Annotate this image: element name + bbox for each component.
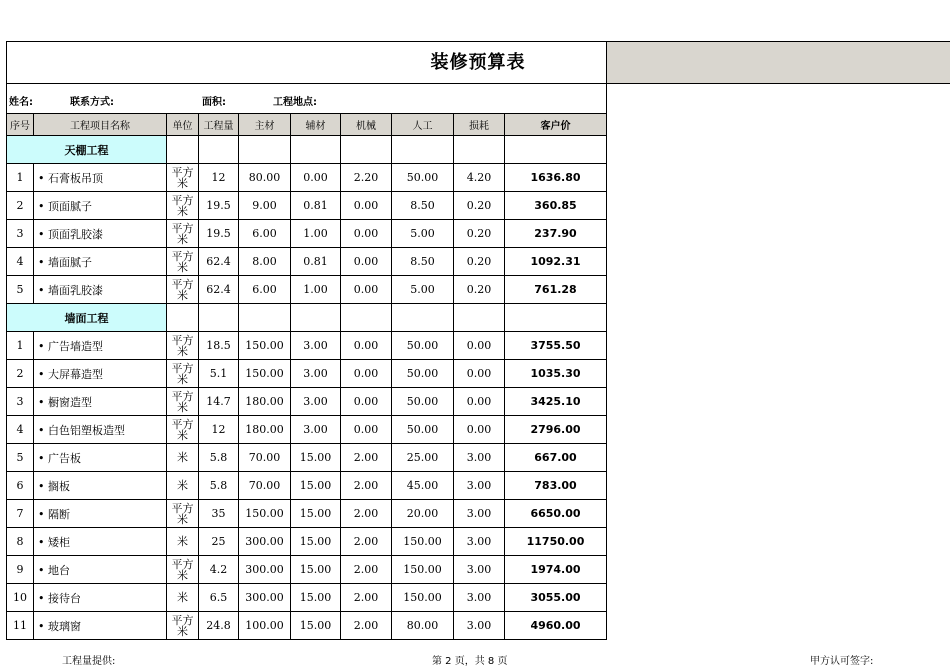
cell-main: 6.00 <box>239 220 291 248</box>
cell-aux: 3.00 <box>291 388 341 416</box>
cell-price: 783.00 <box>505 472 607 500</box>
cell-labor: 80.00 <box>392 612 454 640</box>
cell-mech: 2.00 <box>341 584 392 612</box>
empty-cell <box>291 136 341 164</box>
cell-loss: 3.00 <box>454 612 505 640</box>
cell-no: 1 <box>7 332 34 360</box>
cell-price: 3425.10 <box>505 388 607 416</box>
cell-name: • 广告板 <box>34 444 167 472</box>
cell-loss: 3.00 <box>454 500 505 528</box>
cell-aux: 15.00 <box>291 444 341 472</box>
cell-no: 5 <box>7 444 34 472</box>
cell-no: 3 <box>7 220 34 248</box>
cell-labor: 5.00 <box>392 276 454 304</box>
cell-loss: 3.00 <box>454 528 505 556</box>
cell-labor: 50.00 <box>392 164 454 192</box>
cell-name: • 隔断 <box>34 500 167 528</box>
footer-page: 第 2 页，共 8 页 <box>432 656 508 667</box>
table-row <box>7 500 607 528</box>
cell-unit: 平方米 <box>167 248 199 276</box>
cell-loss: 0.00 <box>454 360 505 388</box>
cell-aux: 3.00 <box>291 332 341 360</box>
table-row <box>7 164 607 192</box>
cell-unit: 平方米 <box>167 612 199 640</box>
cell-main: 8.00 <box>239 248 291 276</box>
empty-cell <box>341 304 392 332</box>
footer-signature: 甲方认可签字: <box>810 656 874 667</box>
table-row <box>7 388 607 416</box>
cell-aux: 1.00 <box>291 220 341 248</box>
info-row <box>6 84 607 113</box>
cell-qty: 19.5 <box>199 220 239 248</box>
cell-mech: 2.00 <box>341 612 392 640</box>
cell-qty: 5.8 <box>199 444 239 472</box>
cell-main: 150.00 <box>239 332 291 360</box>
cell-qty: 5.1 <box>199 360 239 388</box>
cell-name: • 墙面乳胶漆 <box>34 276 167 304</box>
cell-labor: 150.00 <box>392 556 454 584</box>
cell-unit: 平方米 <box>167 192 199 220</box>
site-label: 工程地点: <box>273 97 317 108</box>
cell-price: 1035.30 <box>505 360 607 388</box>
cell-qty: 24.8 <box>199 612 239 640</box>
cell-aux: 15.00 <box>291 612 341 640</box>
cell-price: 237.90 <box>505 220 607 248</box>
cell-no: 3 <box>7 388 34 416</box>
cell-price: 667.00 <box>505 444 607 472</box>
cell-price: 6650.00 <box>505 500 607 528</box>
table-row <box>7 556 607 584</box>
cell-name: • 玻璃窗 <box>34 612 167 640</box>
cell-name: • 顶面腻子 <box>34 192 167 220</box>
cell-mech: 2.00 <box>341 528 392 556</box>
cell-main: 180.00 <box>239 388 291 416</box>
cell-name: • 橱窗造型 <box>34 388 167 416</box>
cell-price: 4960.00 <box>505 612 607 640</box>
cell-unit: 平方米 <box>167 500 199 528</box>
cell-no: 4 <box>7 416 34 444</box>
table-row <box>7 248 607 276</box>
table-body <box>7 136 607 640</box>
cell-loss: 0.20 <box>454 192 505 220</box>
cell-labor: 150.00 <box>392 528 454 556</box>
table-row <box>7 528 607 556</box>
cell-unit: 平方米 <box>167 164 199 192</box>
cell-loss: 0.20 <box>454 248 505 276</box>
cell-name: • 搁板 <box>34 472 167 500</box>
table-row <box>7 360 607 388</box>
cell-mech: 0.00 <box>341 360 392 388</box>
empty-cell <box>454 304 505 332</box>
cell-main: 300.00 <box>239 528 291 556</box>
cell-unit: 平方米 <box>167 220 199 248</box>
empty-cell <box>167 136 199 164</box>
empty-cell <box>239 136 291 164</box>
empty-cell <box>392 304 454 332</box>
cell-mech: 0.00 <box>341 192 392 220</box>
cell-no: 2 <box>7 360 34 388</box>
cell-loss: 3.00 <box>454 556 505 584</box>
page-title: 装修预算表 <box>430 52 526 73</box>
table-row <box>7 332 607 360</box>
table-row <box>7 220 607 248</box>
cell-main: 80.00 <box>239 164 291 192</box>
title-bar <box>6 41 950 84</box>
cell-labor: 50.00 <box>392 332 454 360</box>
cell-main: 180.00 <box>239 416 291 444</box>
cell-qty: 35 <box>199 500 239 528</box>
cell-no: 7 <box>7 500 34 528</box>
table-row <box>7 444 607 472</box>
cell-main: 300.00 <box>239 556 291 584</box>
cell-unit: 平方米 <box>167 332 199 360</box>
cell-name: • 接待台 <box>34 584 167 612</box>
cell-unit: 米 <box>167 472 199 500</box>
cell-mech: 0.00 <box>341 220 392 248</box>
col-header-main: 主材 <box>239 114 291 136</box>
cell-main: 70.00 <box>239 472 291 500</box>
table-row <box>7 472 607 500</box>
cell-mech: 0.00 <box>341 248 392 276</box>
cell-loss: 3.00 <box>454 444 505 472</box>
cell-mech: 2.00 <box>341 444 392 472</box>
cell-price: 2796.00 <box>505 416 607 444</box>
cell-aux: 0.81 <box>291 248 341 276</box>
table-row <box>7 192 607 220</box>
cell-qty: 62.4 <box>199 276 239 304</box>
cell-name: • 广告墙造型 <box>34 332 167 360</box>
col-header-labor: 人工 <box>392 114 454 136</box>
cell-main: 70.00 <box>239 444 291 472</box>
cell-name: • 大屏幕造型 <box>34 360 167 388</box>
cell-qty: 4.2 <box>199 556 239 584</box>
area-label: 面积: <box>202 97 226 108</box>
cell-unit: 米 <box>167 584 199 612</box>
cell-aux: 0.00 <box>291 164 341 192</box>
table-row <box>7 584 607 612</box>
cell-qty: 62.4 <box>199 248 239 276</box>
cell-price: 3755.50 <box>505 332 607 360</box>
cell-qty: 14.7 <box>199 388 239 416</box>
cell-aux: 15.00 <box>291 584 341 612</box>
section-row <box>7 136 607 164</box>
cell-unit: 米 <box>167 444 199 472</box>
cell-labor: 5.00 <box>392 220 454 248</box>
table-row <box>7 276 607 304</box>
cell-labor: 20.00 <box>392 500 454 528</box>
cell-price: 1636.80 <box>505 164 607 192</box>
cell-qty: 5.8 <box>199 472 239 500</box>
empty-cell <box>454 136 505 164</box>
cell-main: 150.00 <box>239 360 291 388</box>
cell-no: 8 <box>7 528 34 556</box>
cell-mech: 2.00 <box>341 556 392 584</box>
cell-labor: 45.00 <box>392 472 454 500</box>
cell-qty: 25 <box>199 528 239 556</box>
empty-cell <box>392 136 454 164</box>
col-header-loss: 损耗 <box>454 114 505 136</box>
cell-labor: 8.50 <box>392 192 454 220</box>
budget-table <box>6 113 607 640</box>
cell-unit: 平方米 <box>167 360 199 388</box>
cell-labor: 50.00 <box>392 360 454 388</box>
empty-cell <box>167 304 199 332</box>
cell-price: 3055.00 <box>505 584 607 612</box>
cell-no: 6 <box>7 472 34 500</box>
cell-aux: 15.00 <box>291 556 341 584</box>
cell-qty: 12 <box>199 164 239 192</box>
name-label: 姓名: <box>9 97 33 108</box>
cell-loss: 0.20 <box>454 220 505 248</box>
empty-cell <box>199 304 239 332</box>
cell-mech: 0.00 <box>341 332 392 360</box>
cell-aux: 0.81 <box>291 192 341 220</box>
cell-price: 761.28 <box>505 276 607 304</box>
cell-loss: 0.20 <box>454 276 505 304</box>
cell-mech: 0.00 <box>341 276 392 304</box>
empty-cell <box>291 304 341 332</box>
header-row <box>7 114 607 136</box>
cell-mech: 0.00 <box>341 416 392 444</box>
cell-labor: 50.00 <box>392 416 454 444</box>
cell-qty: 12 <box>199 416 239 444</box>
cell-aux: 15.00 <box>291 500 341 528</box>
cell-loss: 4.20 <box>454 164 505 192</box>
cell-unit: 米 <box>167 528 199 556</box>
cell-mech: 0.00 <box>341 388 392 416</box>
cell-no: 9 <box>7 556 34 584</box>
section-title: 天棚工程 <box>7 136 167 164</box>
cell-name: • 顶面乳胶漆 <box>34 220 167 248</box>
empty-cell <box>505 136 607 164</box>
cell-no: 2 <box>7 192 34 220</box>
contact-label: 联系方式: <box>70 97 114 108</box>
cell-aux: 15.00 <box>291 472 341 500</box>
section-row <box>7 304 607 332</box>
cell-main: 150.00 <box>239 500 291 528</box>
cell-aux: 3.00 <box>291 416 341 444</box>
cell-loss: 0.00 <box>454 416 505 444</box>
footer-provider: 工程量提供: <box>62 656 116 667</box>
cell-loss: 0.00 <box>454 388 505 416</box>
cell-name: • 墙面腻子 <box>34 248 167 276</box>
cell-labor: 50.00 <box>392 388 454 416</box>
cell-loss: 0.00 <box>454 332 505 360</box>
empty-cell <box>199 136 239 164</box>
cell-labor: 25.00 <box>392 444 454 472</box>
cell-name: • 石膏板吊顶 <box>34 164 167 192</box>
cell-no: 1 <box>7 164 34 192</box>
cell-no: 11 <box>7 612 34 640</box>
cell-qty: 19.5 <box>199 192 239 220</box>
cell-labor: 150.00 <box>392 584 454 612</box>
cell-main: 9.00 <box>239 192 291 220</box>
cell-loss: 3.00 <box>454 472 505 500</box>
col-header-aux: 辅材 <box>291 114 341 136</box>
table-row <box>7 612 607 640</box>
cell-labor: 8.50 <box>392 248 454 276</box>
col-header-mech: 机械 <box>341 114 392 136</box>
cell-mech: 2.00 <box>341 500 392 528</box>
cell-main: 300.00 <box>239 584 291 612</box>
cell-unit: 平方米 <box>167 416 199 444</box>
cell-main: 6.00 <box>239 276 291 304</box>
cell-name: • 地台 <box>34 556 167 584</box>
cell-no: 10 <box>7 584 34 612</box>
cell-qty: 18.5 <box>199 332 239 360</box>
cell-name: • 矮柜 <box>34 528 167 556</box>
cell-aux: 1.00 <box>291 276 341 304</box>
cell-unit: 平方米 <box>167 556 199 584</box>
col-header-name: 工程项目名称 <box>34 114 167 136</box>
cell-unit: 平方米 <box>167 276 199 304</box>
cell-price: 1092.31 <box>505 248 607 276</box>
col-header-price: 客户价 <box>505 114 607 136</box>
empty-cell <box>505 304 607 332</box>
cell-no: 5 <box>7 276 34 304</box>
cell-price: 360.85 <box>505 192 607 220</box>
cell-mech: 2.00 <box>341 472 392 500</box>
cell-mech: 2.20 <box>341 164 392 192</box>
col-header-no: 序号 <box>7 114 34 136</box>
table-row <box>7 416 607 444</box>
section-title: 墙面工程 <box>7 304 167 332</box>
cell-price: 1974.00 <box>505 556 607 584</box>
cell-qty: 6.5 <box>199 584 239 612</box>
empty-cell <box>239 304 291 332</box>
cell-loss: 3.00 <box>454 584 505 612</box>
cell-aux: 3.00 <box>291 360 341 388</box>
cell-name: • 白色铝塑板造型 <box>34 416 167 444</box>
empty-cell <box>341 136 392 164</box>
cell-no: 4 <box>7 248 34 276</box>
cell-aux: 15.00 <box>291 528 341 556</box>
cell-unit: 平方米 <box>167 388 199 416</box>
col-header-unit: 单位 <box>167 114 199 136</box>
col-header-qty: 工程量 <box>199 114 239 136</box>
cell-price: 11750.00 <box>505 528 607 556</box>
cell-main: 100.00 <box>239 612 291 640</box>
